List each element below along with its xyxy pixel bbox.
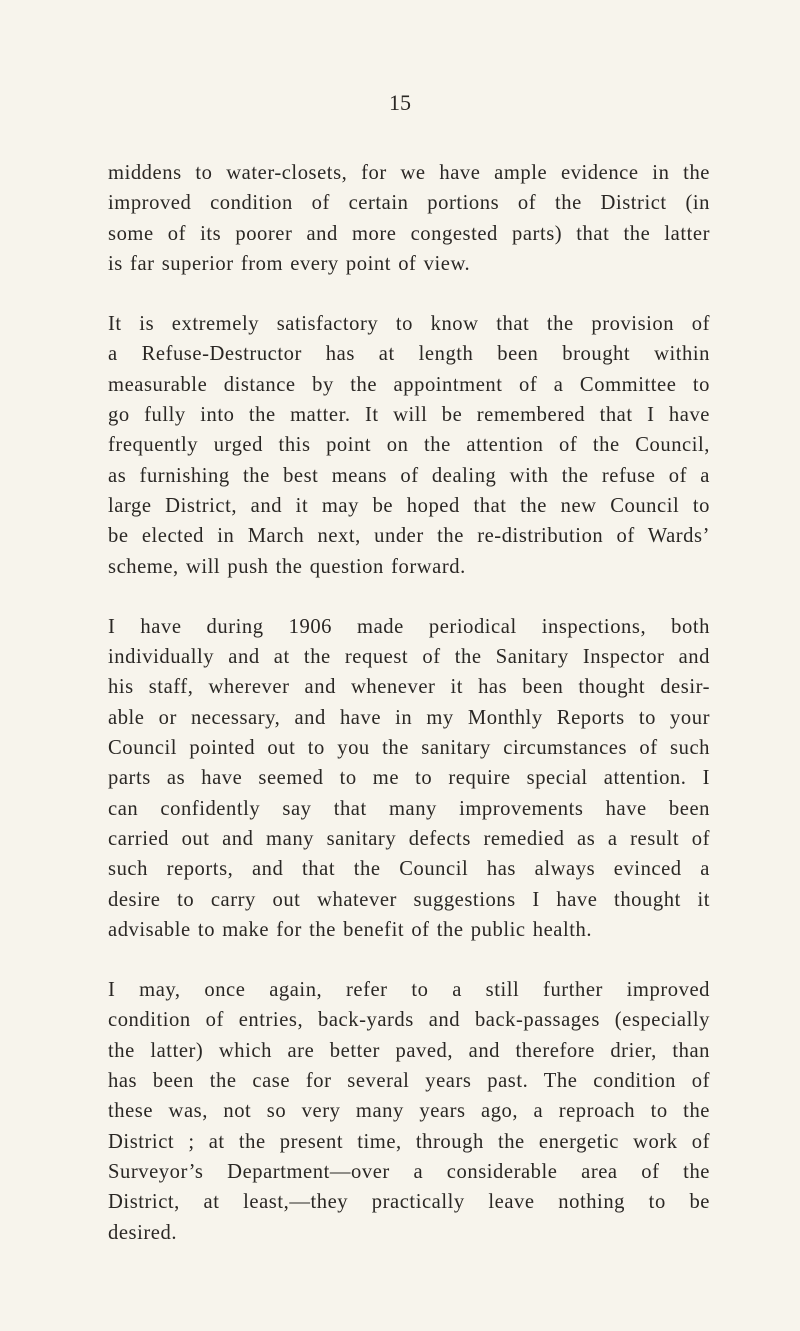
paragraph: [108, 612, 710, 945]
text-line: some of its poorer and more congested parts) that the latter: [108, 222, 710, 245]
text-line: large District, and it may be hoped that the new Council to: [108, 494, 710, 517]
page-number: 15: [389, 90, 411, 115]
body-text: [108, 158, 710, 1248]
text-line: the latter) which are better paved, and therefore drier, than: [108, 1039, 710, 1062]
text-line: a Refuse-Destructor has at length been brought within: [108, 343, 710, 366]
text-line: District ; at the present time, through the energetic work of: [108, 1130, 710, 1153]
text-line: desired.: [108, 1221, 178, 1244]
text-line: middens to water-closets, for we have ample evidence in the: [108, 162, 710, 184]
paragraph: [108, 309, 710, 582]
text-line: I have during 1906 made periodical inspections, both: [108, 615, 710, 638]
text-line: has been the case for several years past. The condition of: [108, 1070, 710, 1093]
text-line: scheme, will push the question forward.: [108, 555, 466, 578]
text-line: able or necessary, and have in my Monthly Reports to your: [108, 706, 710, 729]
text-line: these was, not so very many years ago, a reproach to the: [108, 1100, 710, 1123]
text-line: Surveyor’s Department—over a considerable area of the: [108, 1160, 710, 1183]
text-line: carried out and many sanitary defects remedied as a result of: [108, 827, 710, 850]
text-line: such reports, and that the Council has always evinced a: [108, 858, 710, 881]
text-line: improved condition of certain portions of the District (in: [108, 192, 710, 215]
text-line: District, at least,—they practically leave nothing to be: [108, 1191, 710, 1214]
text-line: his staff, wherever and whenever it has been thought desir-: [108, 676, 710, 699]
text-line: can confidently say that many improvements have been: [108, 797, 710, 820]
text-line: condition of entries, back-yards and back-passages (especially: [108, 1009, 710, 1032]
text-line: I may, once again, refer to a still further improved: [108, 979, 710, 1002]
text-line: measurable distance by the appointment of a Committee to: [108, 373, 710, 396]
text-line: advisable to make for the benefit of the public health.: [108, 918, 593, 941]
text-line: frequently urged this point on the attention of the Council,: [108, 434, 710, 457]
text-line: desire to carry out whatever suggestions I have thought it: [108, 888, 710, 911]
text-line: Council pointed out to you the sanitary circumstances of such: [108, 737, 710, 760]
text-line: go fully into the matter. It will be remembered that I have: [108, 404, 710, 427]
paragraph: [108, 158, 710, 279]
text-line: It is extremely satisfactory to know that the provision of: [108, 313, 710, 336]
text-line: be elected in March next, under the re-distribution of Wards’: [108, 525, 710, 548]
paragraph: [108, 975, 710, 1248]
text-line: is far superior from every point of view.: [108, 252, 471, 275]
text-line: as furnishing the best means of dealing with the refuse of a: [108, 464, 710, 487]
text-line: parts as have seemed to me to require special attention. I: [108, 767, 710, 790]
text-line: individually and at the request of the Sanitary Inspector and: [108, 646, 710, 669]
